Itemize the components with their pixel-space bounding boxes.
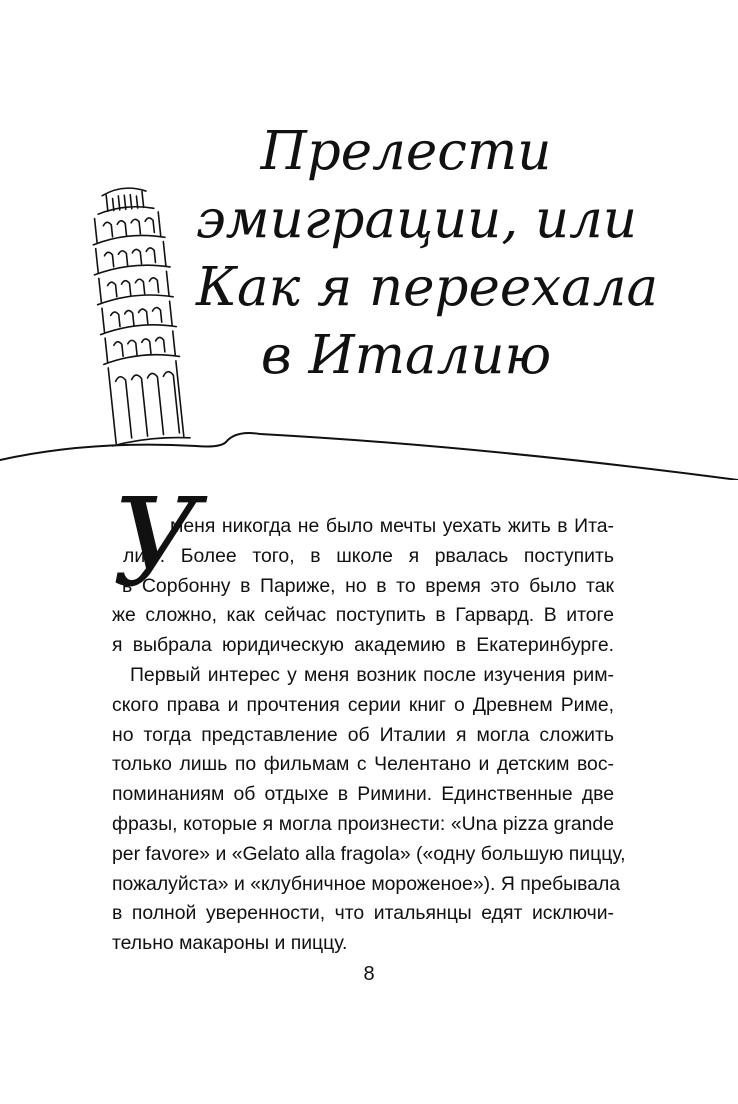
chapter-title-line: в Италию (260, 325, 552, 386)
text-line: же сложно, как сейчас поступить в Гарвард. В итоге (112, 604, 614, 627)
text-line: ского права и прочтения серии книг о Древнем Риме, (112, 693, 614, 716)
text-line: лию. Более того, в школе я рвалась поступить (123, 544, 614, 567)
text-line: в Сорбонну в Париже, но в то время это было так (122, 574, 614, 597)
paragraph (112, 512, 614, 661)
text-line: я выбрала юридическую академию в Екатеринбурге. (112, 634, 614, 657)
chapter-title-line: Прелести (260, 121, 552, 182)
text-line: пожалуйста» и «клубничное мороженое»). Я пребывала (112, 872, 621, 895)
chapter-title (196, 118, 659, 390)
page-number: 8 (363, 963, 375, 985)
chapter-title-line: эмиграции, или (196, 189, 638, 250)
text-line: в полной уверенности, что итальянцы едят исключи- (112, 902, 614, 925)
text-line: меня никогда не было мечты уехать жить в Ита- (170, 515, 614, 537)
text-line: Первый интерес у меня возник после изучения рим- (130, 663, 614, 686)
text-line: поминаниям об отдыхе в Римини. Единственные две (112, 783, 614, 806)
chapter-title-line: Как я переехала (196, 257, 659, 318)
text-line: только лишь по фильмам с Челентано и детским вос- (112, 753, 614, 776)
drop-cap: У (112, 472, 201, 614)
text-line: фразы, которые я могла произнести: «Una pizza grande (112, 812, 614, 835)
text-line: но тогда представление об Италии я могла сложить (112, 723, 614, 746)
paragraph (112, 661, 626, 959)
text-line: тельно макароны и пиццу. (112, 932, 348, 955)
body-text (112, 512, 626, 959)
text-line: per favore» и «Gelato alla fragola» («одну большую пиццу, (112, 842, 626, 865)
